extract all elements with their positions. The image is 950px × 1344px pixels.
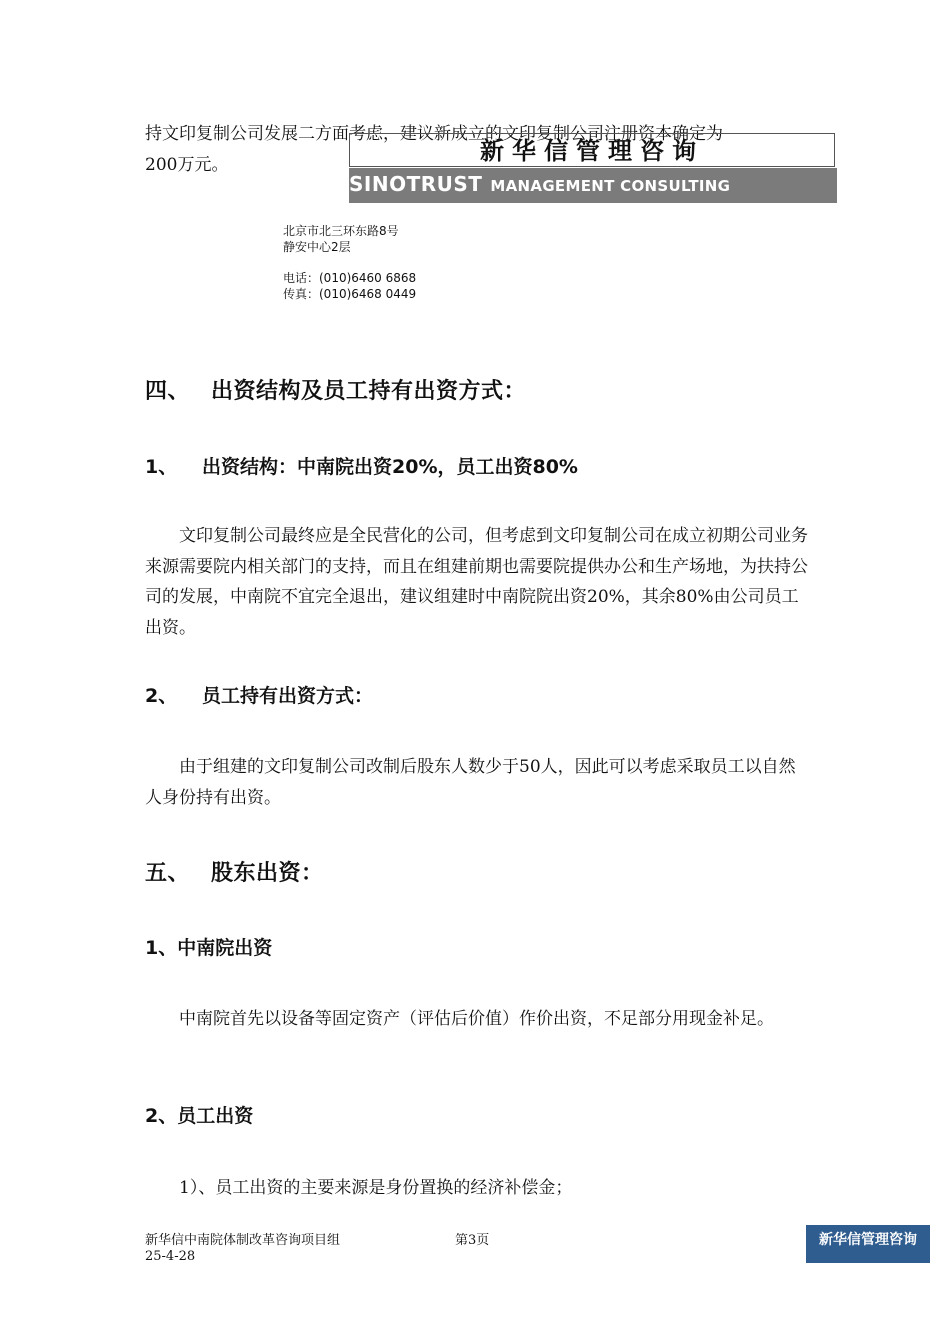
letterhead-band	[349, 168, 837, 203]
letterhead-tagline: MANAGEMENT CONSULTING	[490, 177, 731, 195]
phone-line: 电话：(010)6460 6868	[283, 271, 417, 285]
address-line-1: 北京市北三环东路8号	[283, 224, 399, 238]
subsection-4-2-heading	[145, 681, 373, 708]
subsection-4-1-title: 出资结构：中南院出资20%，员工出资80%	[202, 456, 578, 478]
subsection-4-1-number: 1、	[145, 456, 178, 478]
subsection-4-2-number: 2、	[145, 685, 178, 707]
footer-project: 新华信中南院体制改革咨询项目组	[145, 1233, 341, 1248]
section-5-title: 股东出资：	[211, 861, 324, 886]
footer-page-number: 第3页	[455, 1233, 490, 1248]
section-4-number: 四、	[145, 379, 191, 404]
paragraph-employee-holding: 由于组建的文印复制公司改制后股东人数少于50人，因此可以考虑采取员工以自然人身份持有出资。	[145, 757, 796, 808]
section-4-heading	[145, 374, 526, 405]
fax-line: 传真：(010)6468 0449	[283, 287, 417, 301]
paragraph-capital-structure: 文印复制公司最终应是全民营化的公司，但考虑到文印复制公司在成立初期公司业务来源需要院内相关部门的支持，而且在组建前期也需要院提供办公和生产场地，为扶持公司的发展，中南院不宜完全退出，建议组建时中南院院出资20%，其余80%由公司员工出资。	[145, 526, 808, 638]
footer-date: 25-4-28	[145, 1249, 196, 1264]
address-line-2: 静安中心2层	[283, 240, 351, 254]
paragraph-institute-contribution: 中南院首先以设备等固定资产（评估后价值）作价出资，不足部分用现金补足。	[179, 1009, 774, 1029]
letterhead-title: 新华信管理咨询	[480, 137, 704, 165]
subsection-5-1-heading: 1、中南院出资	[145, 937, 273, 959]
section-5-heading	[145, 856, 324, 887]
section-4-title: 出资结构及员工持有出资方式：	[211, 379, 527, 404]
footer-brand-badge: 新华信管理咨询	[806, 1225, 930, 1263]
subsection-4-1-heading	[145, 452, 578, 479]
subsection-4-2-title: 员工持有出资方式：	[202, 685, 374, 707]
section-5-number: 五、	[145, 861, 191, 886]
subsection-5-2-heading: 2、员工出资	[145, 1105, 254, 1127]
carryover-line-2: 200万元。	[145, 155, 229, 175]
letterhead-brand: SINOTRUST	[349, 172, 483, 196]
list-item-employee-funding-source: 1）、员工出资的主要来源是身份置换的经济补偿金；	[179, 1178, 573, 1198]
carryover-line-1: 持文印复制公司发展二方面考虑，建议新成立的文印复制公司注册资本确定为	[145, 124, 723, 144]
